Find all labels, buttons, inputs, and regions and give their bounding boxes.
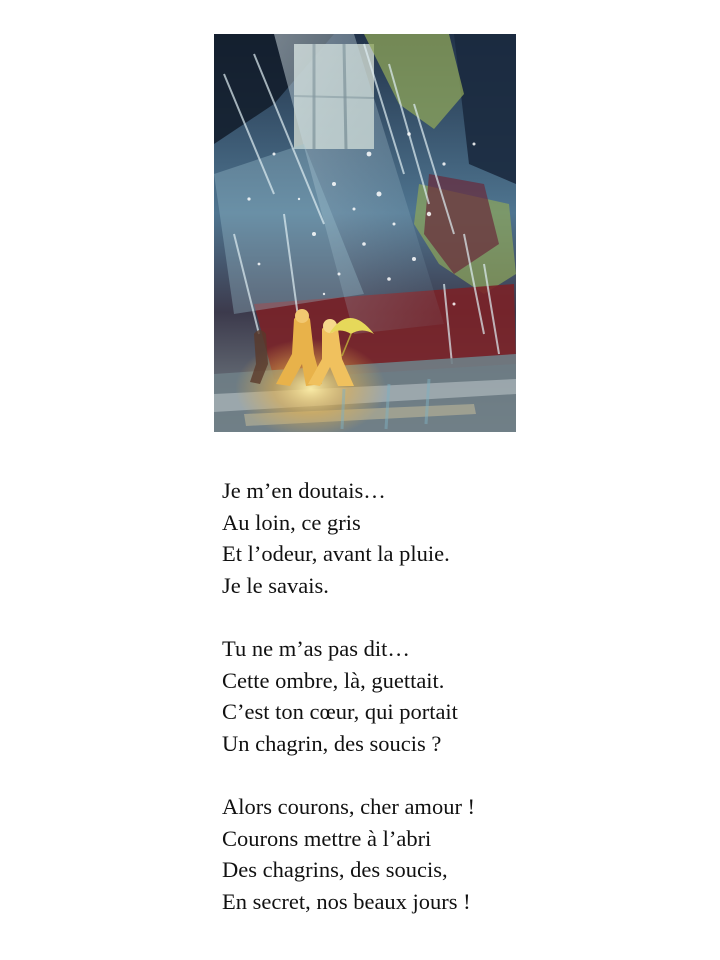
poem-line: Tu ne m’as pas dit… [222, 635, 410, 661]
poem-line: Je m’en doutais… [222, 478, 386, 503]
poem-stanza-2 [222, 633, 642, 759]
poem-stanza-3 [222, 791, 642, 917]
painting-canvas [214, 34, 516, 432]
poem-line: Je le savais. [222, 572, 329, 598]
poem-line: Un chagrin, des soucis ? [222, 730, 442, 756]
poem-line: Au loin, ce gris [222, 509, 361, 535]
poem-line: C’est ton cœur, qui portait [222, 699, 458, 725]
poem-line: Des chagrins, des soucis, [222, 857, 448, 883]
poem-line: Cette ombre, là, guettait. [222, 667, 445, 693]
poem-line: Et l’odeur, avant la pluie. [222, 541, 450, 567]
poem-line: Courons mettre à l’abri [222, 825, 432, 851]
poem-line: Alors courons, cher amour ! [222, 793, 476, 819]
poem-text [222, 475, 642, 917]
poem-line: En secret, nos beaux jours ! [222, 888, 471, 914]
painting-image [214, 34, 516, 432]
poem-stanza-1 [222, 475, 642, 601]
